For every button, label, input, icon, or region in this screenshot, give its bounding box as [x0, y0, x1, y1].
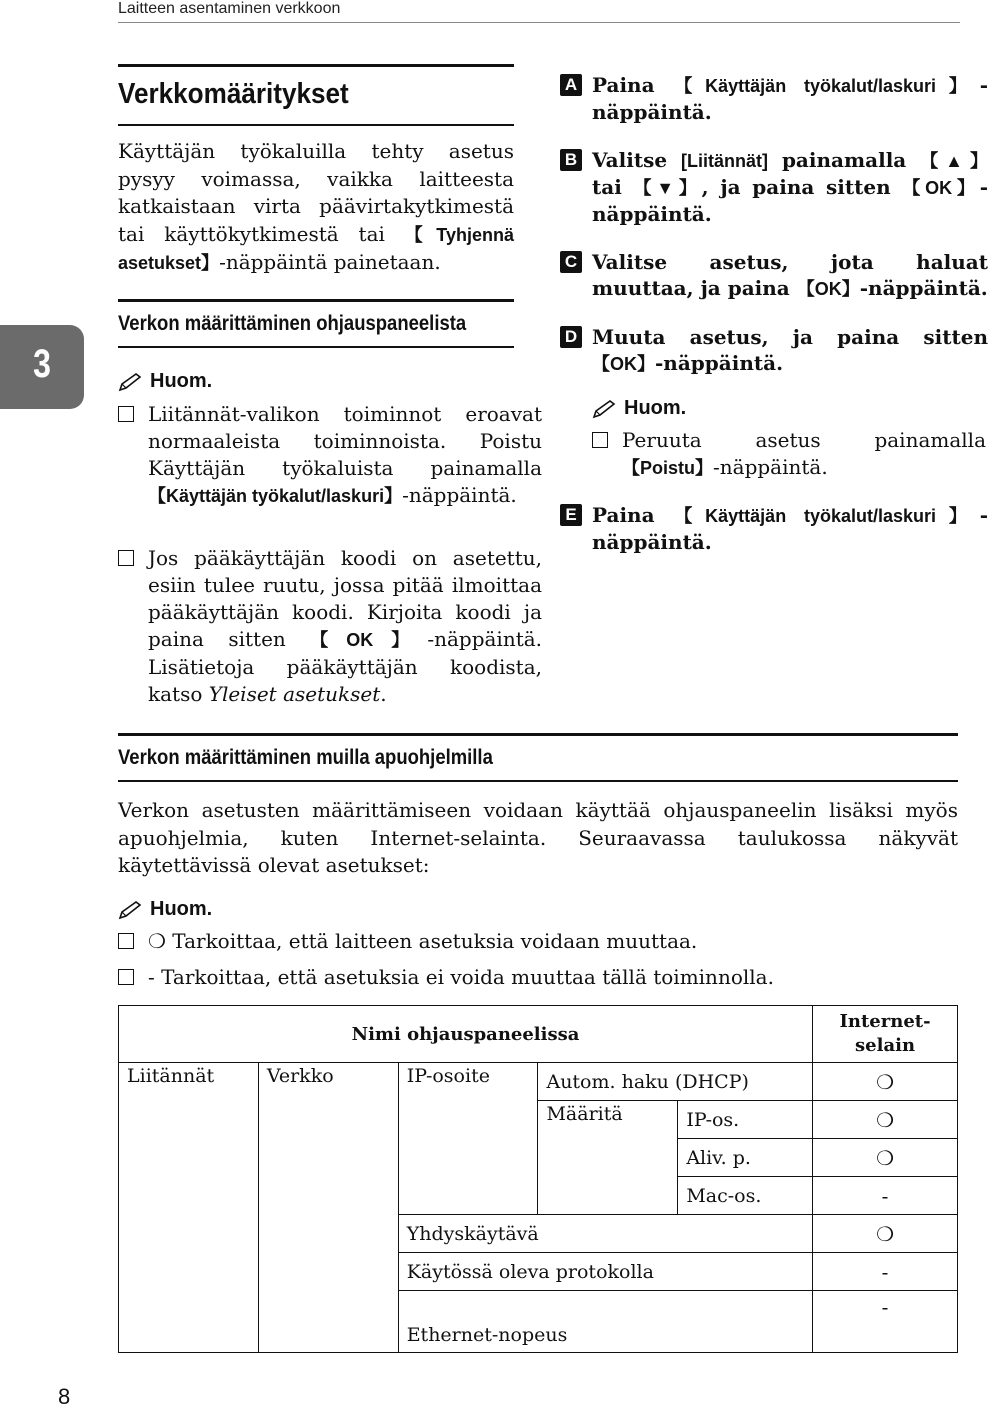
ok-key: 【OK】 [796, 279, 860, 299]
step-5 [560, 502, 988, 555]
down-arrow-key: 【▼】 [633, 178, 702, 198]
step-text: painamalla [768, 148, 921, 172]
cell-protocol: Käytössä oleva protokolla [398, 1253, 812, 1291]
note-text: Peruuta asetus painamalla [622, 428, 986, 452]
note-item [118, 401, 542, 510]
cell-value: - [813, 1253, 958, 1291]
intro-suffix: -näppäintä painetaan. [219, 250, 441, 274]
subsection-rule-top [118, 299, 514, 302]
intro-text: Käyttäjän työkaluilla tehty asetus pysyy voimassa, vaikka laitteesta katkaistaan virta päävirtakytkimestä tai käyttökytkimestä tai [118, 139, 514, 246]
pencil-icon [118, 900, 144, 920]
cell-subnet: Aliv. p. [678, 1139, 813, 1177]
checkbox-bullet-icon [118, 550, 134, 566]
step-text: Valitse asetus, jota haluat muuttaa, ja paina [592, 250, 988, 300]
cell-network: Verkko [258, 1063, 398, 1353]
note-heading [118, 898, 212, 921]
note2-text: Jos pääkäyttäjän koodi on asetettu, esiin tulee ruutu, jossa pitää ilmoittaa pääkäyttäjän koodi. Kirjoita koodi ja paina sitten [148, 546, 542, 651]
pencil-icon [592, 399, 618, 419]
cell-ip-os: IP-os. [678, 1101, 813, 1139]
page-number: 8 [58, 1384, 71, 1409]
step-text: , ja paina sitten [701, 175, 903, 199]
step-1 [560, 72, 988, 125]
cell-mac: Mac-os. [678, 1177, 813, 1215]
ok-key: 【OK】 [592, 354, 655, 374]
pencil-icon [118, 372, 144, 392]
step-suffix: -näppäintä. [859, 276, 988, 300]
cell-value: ❍ [813, 1139, 958, 1177]
section-title: Verkkomääritykset [118, 78, 349, 110]
step-number: B [560, 149, 582, 171]
step-suffix: -näppäintä. [655, 351, 784, 375]
step-text: tai [592, 175, 634, 199]
header-browser: Internet-selain [813, 1006, 958, 1063]
circle-symbol-icon: ❍ [148, 929, 166, 953]
subsection-intro: Verkon asetusten määrittämiseen voidaan käyttää ohjauspaneelin lisäksi myös apuohjelmia, kuten Internet-selainta. Seuraavassa taulukossa näkyvät käytettävissä olevat asetukset: [118, 798, 958, 877]
checkbox-bullet-icon [592, 432, 608, 448]
note-text: Tarkoittaa, että laitteen asetuksia voidaan muuttaa. [165, 929, 698, 953]
step-text: Valitse [592, 148, 681, 172]
step-3 [560, 249, 988, 302]
table-header-row [119, 1006, 958, 1063]
subsection-rule-top [118, 733, 958, 736]
chapter-number: 3 [33, 342, 51, 386]
cell-auto-dhcp: Autom. haku (DHCP) [538, 1063, 813, 1101]
reference-link[interactable]: Yleiset asetukset [208, 682, 381, 706]
note-text: - Tarkoittaa, että asetuksia ei voida muuttaa tällä toiminnolla. [148, 965, 774, 989]
note-suffix: -näppäintä. [713, 455, 828, 479]
user-tools-key: 【Käyttäjän työkalut/laskuri】 [674, 506, 980, 526]
section-rule-top [118, 64, 514, 67]
user-tools-key: 【Käyttäjän työkalut/laskuri】 [148, 486, 403, 506]
checkbox-bullet-icon [118, 969, 134, 985]
note2-mid: -näppäintä. Lisätietoja pääkäyttäjän koodista, katso [148, 627, 543, 706]
subsection-title: Verkon määrittäminen muilla apuohjelmilla [118, 746, 493, 769]
exit-key: 【Poistu】 [622, 458, 714, 478]
header-divider [118, 22, 960, 23]
settings-table [118, 1005, 958, 1353]
note-item [118, 545, 542, 708]
checkbox-bullet-icon [118, 933, 134, 949]
note-heading [118, 370, 212, 393]
cell-ethernet-speed: Ethernet-nopeus [398, 1291, 812, 1353]
note-item [592, 427, 986, 482]
subsection-rule-bottom [118, 346, 514, 348]
cell-gateway: Yhdyskäytävä [398, 1215, 812, 1253]
cell-value: ❍ [813, 1101, 958, 1139]
reset-key: 【Tyhjennä asetukset】 [118, 224, 514, 273]
cell-value: - [813, 1177, 958, 1215]
cell-interfaces: Liitännät [119, 1063, 259, 1353]
note-heading [592, 397, 686, 420]
note-label: Huom. [150, 370, 213, 392]
step-number: D [560, 326, 582, 348]
ok-key: 【OK】 [902, 178, 980, 198]
cell-ip-address: IP-osoite [398, 1063, 538, 1215]
note1-suffix: -näppäintä. [402, 483, 517, 507]
step-text: Paina [592, 503, 675, 527]
note1-text: Liitännät-valikon toiminnot eroavat normaaleista toiminnoista. Poistu Käyttäjän työkaluista painamalla [148, 402, 542, 480]
subsection-title: Verkon määrittäminen ohjauspaneelista [118, 312, 467, 335]
step-suffix: -näppäintä. [592, 503, 988, 554]
note-item [118, 964, 988, 991]
step-number: E [560, 504, 582, 526]
note2-end: . [380, 682, 387, 706]
step-suffix: -näppäintä. [592, 73, 988, 124]
section-rule-bottom [118, 124, 514, 126]
step-number: C [560, 251, 582, 273]
ok-key: 【OK】 [310, 630, 428, 650]
step-number: A [560, 74, 582, 96]
up-arrow-key: 【▲】 [920, 151, 988, 171]
header-panel: Nimi ohjauspaneelissa [119, 1006, 813, 1063]
step-2 [560, 147, 988, 227]
checkbox-bullet-icon [118, 406, 134, 422]
section-intro [118, 138, 514, 278]
interfaces-menu-key: [Liitännät] [681, 151, 768, 171]
step-4 [560, 324, 988, 377]
cell-specify: Määritä [538, 1101, 678, 1215]
subsection-rule-bottom [118, 780, 958, 782]
step-suffix: -näppäintä. [592, 175, 988, 226]
running-header: Laitteen asentaminen verkkoon [118, 0, 341, 17]
note-label: Huom. [624, 397, 687, 419]
cell-value: ❍ [813, 1215, 958, 1253]
table-row [119, 1063, 958, 1101]
step-text: Paina [592, 73, 675, 97]
step-text: Muuta asetus, ja paina sitten [592, 325, 988, 349]
user-tools-key: 【Käyttäjän työkalut/laskuri】 [674, 76, 980, 96]
note-label: Huom. [150, 898, 213, 920]
cell-value: ❍ [813, 1063, 958, 1101]
cell-value: - [813, 1291, 958, 1353]
note-item [118, 928, 988, 955]
